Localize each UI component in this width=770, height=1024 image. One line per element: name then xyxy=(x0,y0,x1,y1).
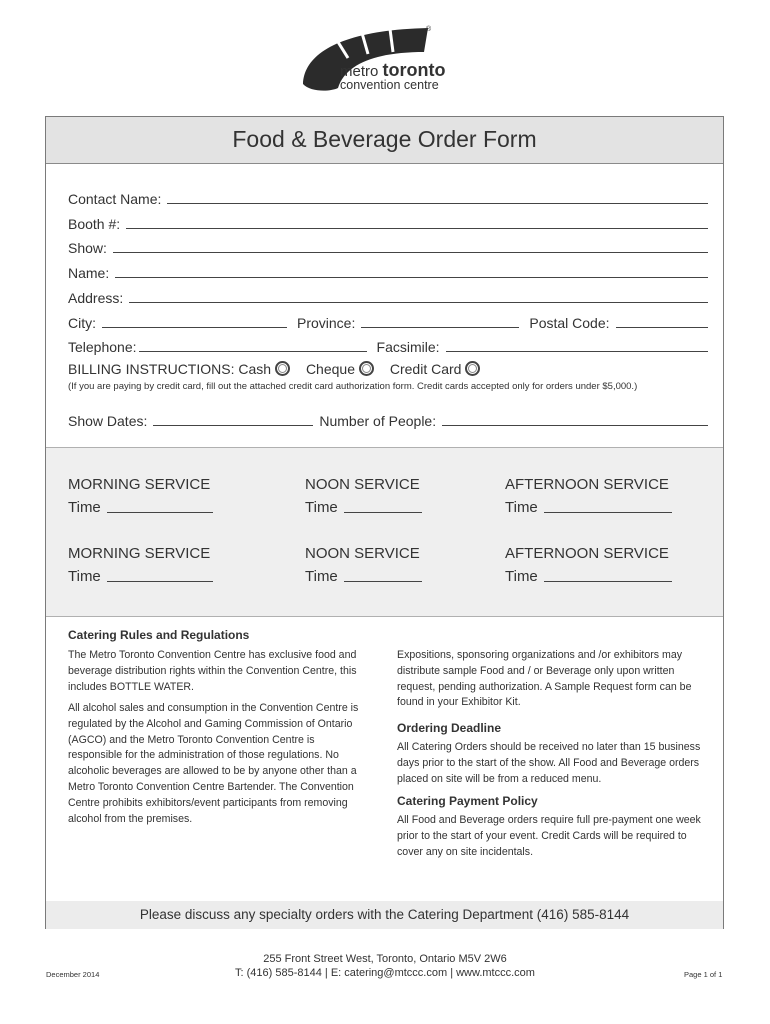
city-province-postal-row xyxy=(68,313,708,331)
contact-name-label: Contact Name: xyxy=(68,191,162,207)
address-line[interactable] xyxy=(129,301,708,303)
address-label: Address: xyxy=(68,290,124,306)
afternoon-service-heading-1: AFTERNOON SERVICE xyxy=(505,476,669,493)
booth-label: Booth #: xyxy=(68,216,121,232)
show-dates-line[interactable] xyxy=(153,424,313,426)
city-line[interactable] xyxy=(102,326,287,328)
show-dates-label: Show Dates: xyxy=(68,413,148,429)
morning-service-heading-1: MORNING SERVICE xyxy=(68,476,211,493)
ordering-deadline-text: All Catering Orders should be received no later than 15 business days prior to the start of the show. All Food and Beverage orders placed on site will be from a reduced menu. xyxy=(397,741,701,785)
booth-line[interactable] xyxy=(126,227,708,229)
show-dates-people-row xyxy=(68,411,708,429)
service-times-section xyxy=(46,447,723,617)
footer-address: 255 Front Street West, Toronto, Ontario M5V 2W6 xyxy=(263,953,507,965)
rules-paragraph-1: The Metro Toronto Convention Centre has exclusive food and beverage distribution rights within the Convention Centre, this includes BOTTLE WATER. xyxy=(68,649,357,693)
telephone-label: Telephone: xyxy=(68,339,137,355)
billing-option-cheque[interactable]: Cheque xyxy=(306,361,374,377)
logo-subtitle: convention centre xyxy=(340,78,439,92)
afternoon-time-field-2[interactable]: Time xyxy=(505,568,672,585)
afternoon-service-heading-2: AFTERNOON SERVICE xyxy=(505,545,669,562)
address-field[interactable] xyxy=(68,288,708,306)
noon-service-heading-2: NOON SERVICE xyxy=(305,545,420,562)
registered-mark: ® xyxy=(426,26,432,33)
billing-option-credit-card[interactable]: Credit Card xyxy=(390,361,481,377)
telephone-line[interactable] xyxy=(139,350,367,352)
payment-policy-text: All Food and Beverage orders require full pre-payment one week prior to the start of your event. Credit Cards will be required to cover any on site incidentals. xyxy=(397,814,701,858)
province-line[interactable] xyxy=(361,326,519,328)
title-bar xyxy=(46,117,723,164)
ordering-deadline-heading: Ordering Deadline xyxy=(397,721,502,735)
number-of-people-label: Number of People: xyxy=(319,413,437,429)
billing-instructions xyxy=(68,361,480,377)
rules-paragraph-3: Expositions, sponsoring organizations and /or exhibitors may distribute sample Food and / or Beverage only upon written request, pending authorization. A Sample Request form can be found in your Exhibitor Kit. xyxy=(397,649,692,709)
name-line[interactable] xyxy=(115,276,708,278)
facsimile-line[interactable] xyxy=(446,350,708,352)
name-label: Name: xyxy=(68,265,110,281)
morning-time-field-2[interactable]: Time xyxy=(68,568,213,585)
morning-service-heading-2: MORNING SERVICE xyxy=(68,545,211,562)
noon-time-field-2[interactable]: Time xyxy=(305,568,422,585)
rules-paragraph-2: All alcohol sales and consumption in the Convention Centre is regulated by the Alcohol and Gaming Commission of Ontario (AGCO) and the Metro Toronto Convention Centre is responsible for the administration of those regulations. No alcoholic beverages are allowed to be by anyone other than a Metro Toronto Convention Centre Bartender. The Convention Centre prohibits exhibitors/event participants from removing alcohol from the premises. xyxy=(68,702,359,825)
show-field[interactable] xyxy=(68,238,708,256)
order-form-frame xyxy=(45,116,724,929)
footer-page-number: Page 1 of 1 xyxy=(684,970,723,979)
payment-policy-heading: Catering Payment Policy xyxy=(397,794,538,808)
credit-card-radio-icon[interactable] xyxy=(465,361,480,376)
province-label: Province: xyxy=(297,315,356,331)
number-of-people-line[interactable] xyxy=(442,424,708,426)
billing-label: BILLING INSTRUCTIONS: xyxy=(68,361,235,377)
billing-option-cash[interactable]: Cash xyxy=(238,361,290,377)
noon-service-heading-1: NOON SERVICE xyxy=(305,476,420,493)
logo-wordmark: metro toronto xyxy=(340,60,446,80)
specialty-orders-note: Please discuss any specialty orders with the Catering Department (416) 585-8144 xyxy=(139,907,630,922)
facsimile-label: Facsimile: xyxy=(376,339,440,355)
specialty-orders-band xyxy=(46,901,723,929)
show-line[interactable] xyxy=(113,251,708,253)
billing-note: (If you are paying by credit card, fill out the attached credit card authorization form. Credit cards accepted only for orders under $5,000.) xyxy=(68,381,638,392)
afternoon-time-field-1[interactable]: Time xyxy=(505,499,672,516)
name-field[interactable] xyxy=(68,263,708,281)
catering-rules-heading: Catering Rules and Regulations xyxy=(68,628,250,642)
contact-name-field[interactable] xyxy=(68,189,708,207)
show-label: Show: xyxy=(68,240,107,256)
cheque-radio-icon[interactable] xyxy=(359,361,374,376)
city-label: City: xyxy=(68,315,96,331)
booth-field[interactable] xyxy=(68,214,708,232)
morning-time-field-1[interactable]: Time xyxy=(68,499,213,516)
postal-code-label: Postal Code: xyxy=(529,315,610,331)
footer-date: December 2014 xyxy=(46,970,100,979)
telephone-facsimile-row xyxy=(68,337,708,355)
cash-radio-icon[interactable] xyxy=(275,361,290,376)
postal-code-line[interactable] xyxy=(616,326,708,328)
contact-name-line[interactable] xyxy=(167,202,708,204)
footer-contact: T: (416) 585-8144 | E: catering@mtccc.com | www.mtccc.com xyxy=(235,967,535,979)
noon-time-field-1[interactable]: Time xyxy=(305,499,422,516)
form-title: Food & Beverage Order Form xyxy=(232,126,537,152)
